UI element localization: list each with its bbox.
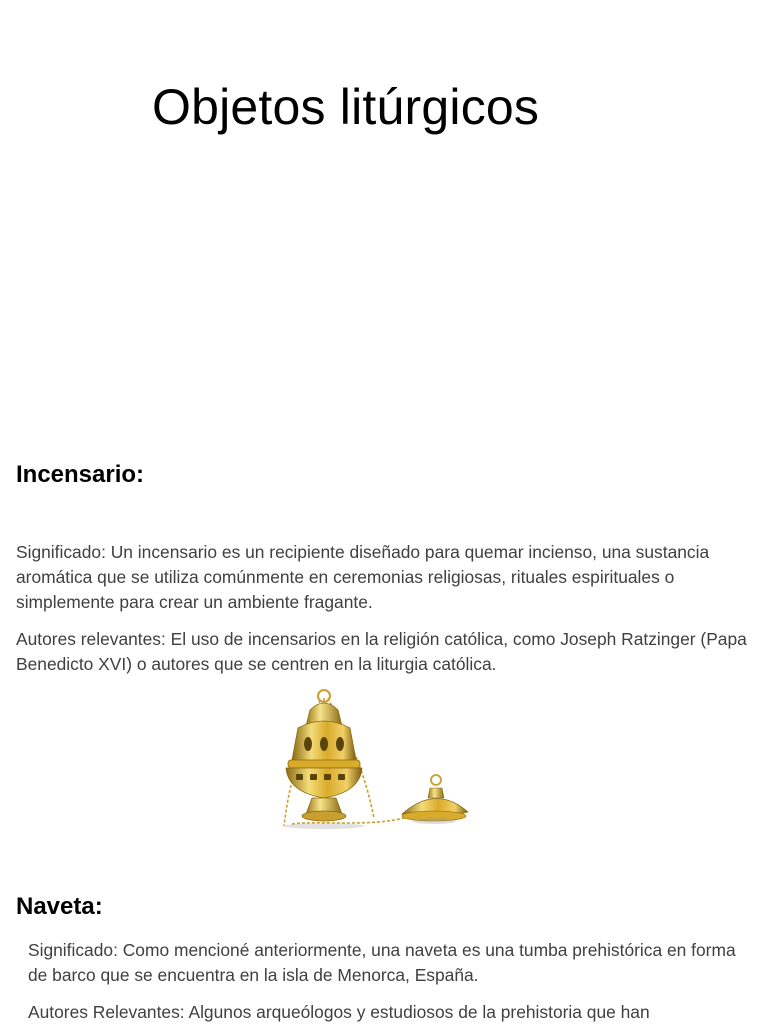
incensario-meaning-paragraph: Significado: Un incensario es un recipiente diseñado para quemar incienso, una sustancia aromática que se utiliza comúnmente en ceremonias religiosas, rituales espirituales o simplemente para crear un ambiente fragante.: [16, 542, 710, 612]
page-title: Objetos litúrgicos: [152, 79, 540, 135]
golden-censer-image: [262, 688, 472, 838]
section-heading-incensario: Incensario:: [16, 461, 145, 488]
small-lid: [402, 775, 468, 824]
incensario-authors-paragraph: Autores relevantes: El uso de incensarios en la religión católica, como Joseph Ratzinger (Papa Benedicto XVI) o autores que se centren en la liturgia católica.: [16, 629, 747, 674]
section-heading-naveta: Naveta:: [16, 893, 103, 920]
naveta-meaning-paragraph: Significado: Como mencioné anteriormente, una naveta es una tumba prehistórica en forma de barco que se encuentra en la isla de Menorca, España.: [28, 940, 736, 985]
naveta-authors-paragraph: Autores Relevantes: Algunos arqueólogos y estudiosos de la prehistoria que han: [28, 1002, 650, 1022]
